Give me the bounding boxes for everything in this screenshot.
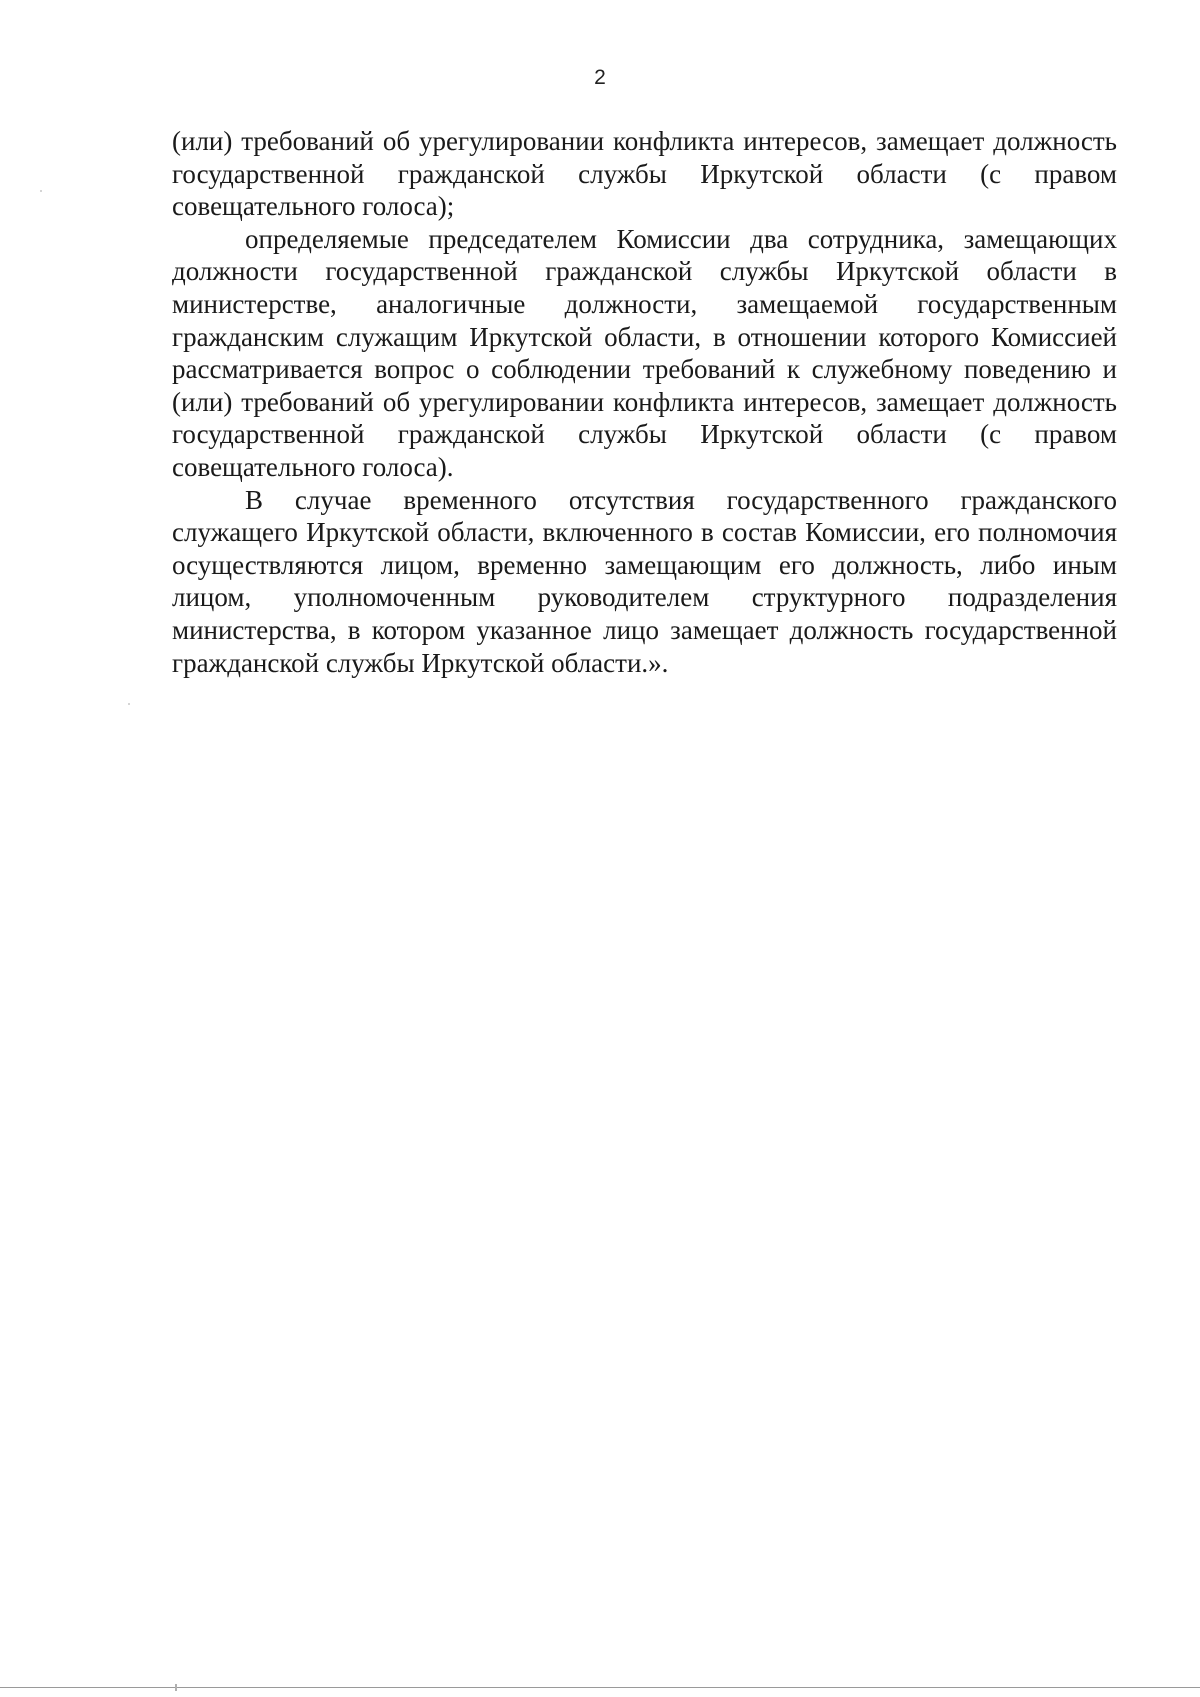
scan-edge-line (0, 1687, 1200, 1688)
scan-speck (40, 190, 42, 192)
scan-speck (128, 703, 130, 705)
paragraph-commission-members: определяемые председателем Комиссии два сотрудника, замещающих должности государственной гражданской службы Иркутской области в министерстве, аналогичные должности, замещаемой государственным гражданским служащим Иркутской области, в отношении которого Комиссией рассматривается вопрос о соблюдении требований к служебному поведению и (или) требований об урегулировании конфликта интересов, замещает должность государственной гражданской службы Иркутской области (с правом совещательного голоса). (172, 223, 1117, 482)
document-body (172, 125, 1117, 679)
scan-edge-mark (175, 1684, 177, 1691)
paragraph-temporary-absence: В случае временного отсутствия государственного гражданского служащего Иркутской области, включенного в состав Комиссии, его полномочия осуществляются лицом, временно замещающим его должность, либо иным лицом, уполномоченным руководителем структурного подразделения министерства, в котором указанное лицо замещает должность государственной гражданской службы Иркутской области.». (172, 484, 1117, 678)
page-number: 2 (594, 66, 606, 89)
paragraph-continuation: (или) требований об урегулировании конфликта интересов, замещает должность государственной гражданской службы Иркутской области (с правом совещательного голоса); (172, 126, 1117, 222)
